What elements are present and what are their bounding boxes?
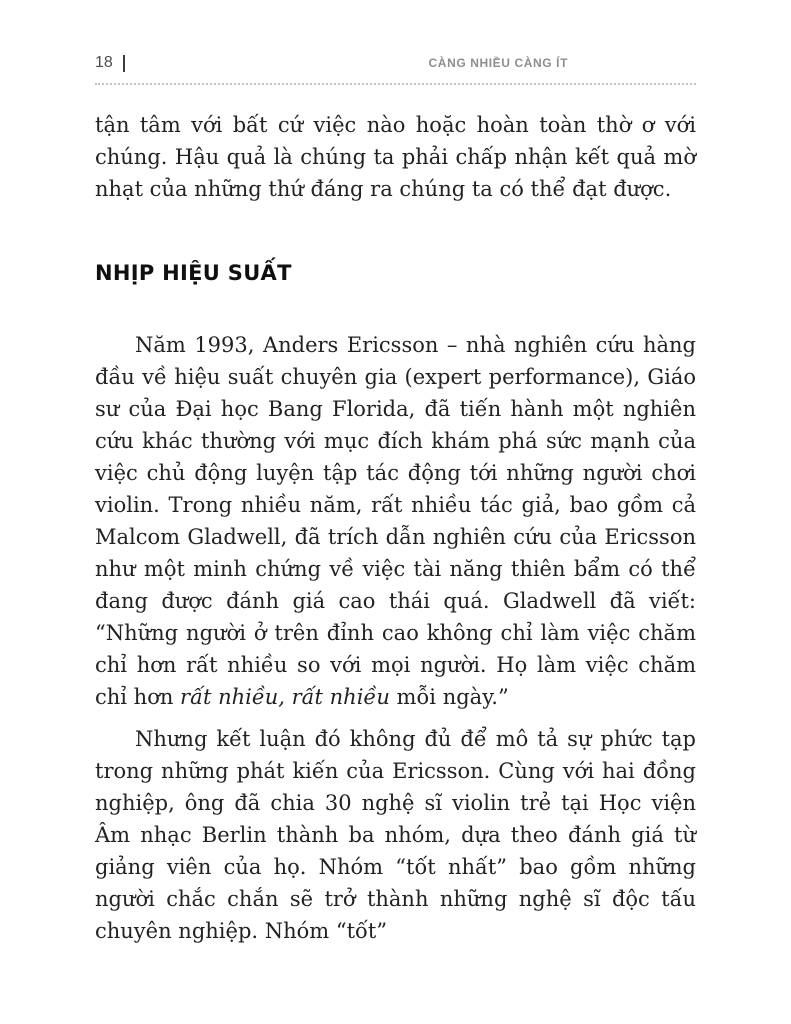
page-header bbox=[95, 52, 696, 74]
running-title: CÀNG NHIỀU CÀNG ÍT bbox=[428, 56, 568, 70]
paragraph-ericsson bbox=[95, 329, 696, 713]
paragraph-continuation: tận tâm với bất cứ việc nào hoặc hoàn toàn thờ ơ với chúng. Hậu quả là chúng ta phải chấp nhận kết quả mờ nhạt của những thứ đáng ra chúng ta có thể đạt được. bbox=[95, 113, 696, 201]
header-dotted-rule bbox=[95, 83, 696, 85]
header-divider-bar bbox=[123, 55, 125, 72]
page-number: 18 bbox=[95, 54, 113, 71]
paragraph-ericsson-tail-text: mỗi ngày.” bbox=[389, 685, 509, 709]
section-heading: NHỊP HIỆU SUẤT bbox=[95, 261, 292, 285]
paragraph-ericsson-italic-text: rất nhiều, rất nhiều bbox=[180, 685, 390, 709]
paragraph-ericsson-main-text: Năm 1993, Anders Ericsson – nhà nghiên cứu hàng đầu về hiệu suất chuyên gia (expert performance), Giáo sư của Đại học Bang Florida, đã tiến hành một nghiên cứu khác thường với mục đích khám phá sức mạnh của việc chủ động luyện tập tác động tới những người chơi violin. Trong nhiều năm, rất nhiều tác giả, bao gồm cả Malcom Gladwell, đã trích dẫn nghiên cứu của Ericsson như một minh chứng về việc tài năng thiên bẩm có thể đang được đánh giá cao thái quá. Gladwell đã viết: “Những người ở trên đỉnh cao không chỉ làm việc chăm chỉ hơn rất nhiều so với mọi người. Họ làm việc chăm chỉ hơn bbox=[95, 333, 696, 709]
paragraph-violin-groups: Nhưng kết luận đó không đủ để mô tả sự phức tạp trong những phát kiến của Ericsson. Cùng với hai đồng nghiệp, ông đã chia 30 nghệ sĩ violin trẻ tại Học viện Âm nhạc Berlin thành ba nhóm, dựa theo đánh giá từ giảng viên của họ. Nhóm “tốt nhất” bao gồm những người chắc chắn sẽ trở thành những nghệ sĩ độc tấu chuyên nghiệp. Nhóm “tốt” bbox=[95, 727, 696, 943]
page-number-group bbox=[95, 54, 125, 72]
page-body bbox=[95, 109, 696, 947]
